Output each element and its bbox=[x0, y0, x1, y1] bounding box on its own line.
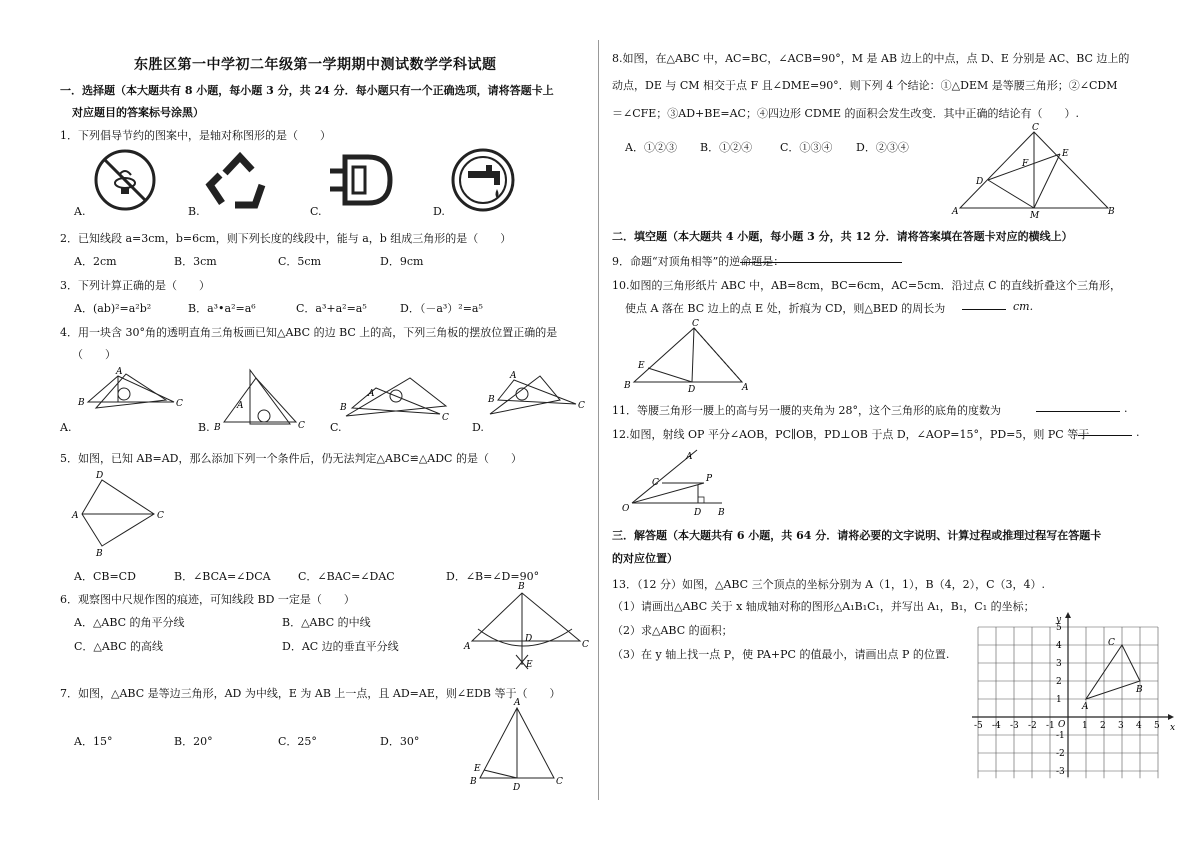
q4b-label-a: A bbox=[237, 401, 244, 411]
q8-option-c[interactable]: C．①③④ bbox=[780, 141, 833, 154]
q7-option-c[interactable]: C．25° bbox=[278, 735, 317, 748]
q11-period: . bbox=[1124, 402, 1128, 415]
q6-figure bbox=[462, 582, 592, 675]
section-1-heading-cont: 对应题目的答案标号涂黑） bbox=[72, 106, 204, 119]
q10-label-e: E bbox=[638, 361, 645, 371]
q6-option-b[interactable]: B．△ABC 的中线 bbox=[282, 616, 371, 629]
q10-label-b: B bbox=[624, 381, 631, 391]
q7-option-d[interactable]: D．30° bbox=[380, 735, 420, 748]
question-7: 7．如图，△ABC 是等边三角形，AD 为中线，E 为 AB 上一点，且 AD=AE，则∠EDB 等于（ ） bbox=[60, 687, 561, 700]
q1-option-c[interactable]: C. bbox=[310, 205, 322, 218]
no-waste-icon bbox=[96, 151, 154, 209]
x-axis-label: x bbox=[1170, 723, 1176, 733]
q8-label-a: A bbox=[952, 207, 959, 217]
plug-icon bbox=[330, 157, 390, 203]
q5-label-b: B bbox=[96, 549, 103, 559]
q8-figure bbox=[950, 122, 1120, 221]
x-tick-label: -4 bbox=[992, 721, 1001, 731]
q5-label-d: D bbox=[96, 471, 104, 481]
question-12: 12.如图，射线 OP 平分∠AOB，PC∥OB，PD⊥OB 于点 D，∠AOP=15°，PD=5，则 PC 等于 bbox=[612, 428, 1090, 441]
x-tick-label: -3 bbox=[1010, 721, 1019, 731]
q1-option-b[interactable]: B. bbox=[188, 205, 200, 218]
q7-option-a[interactable]: A．15° bbox=[74, 735, 113, 748]
q5-option-d[interactable]: D．∠B=∠D=90° bbox=[446, 570, 540, 583]
q4-option-c[interactable]: C. bbox=[330, 421, 342, 434]
q4-option-b[interactable]: B. bbox=[198, 421, 210, 434]
q12-label-d: D bbox=[694, 508, 702, 518]
q7-label-b: B bbox=[470, 777, 477, 787]
q4c-label-b: B bbox=[340, 403, 347, 413]
q3-option-c[interactable]: C．a³+a²=a⁵ bbox=[296, 302, 367, 315]
q10-label-c: C bbox=[692, 319, 699, 329]
axis-tick-labels bbox=[974, 623, 1160, 777]
x-tick-label: 1 bbox=[1082, 721, 1088, 731]
q12-label-c: C bbox=[652, 478, 659, 488]
question-10-line2: 使点 A 落在 BC 边上的点 E 处，折痕为 CD，则△BED 的周长为 bbox=[625, 302, 946, 315]
q8-option-d[interactable]: D．②③④ bbox=[856, 141, 909, 154]
q3-option-a[interactable]: A．(ab)²=a²b² bbox=[74, 302, 152, 315]
q8-label-d: D bbox=[976, 177, 984, 187]
x-tick-label: -1 bbox=[1046, 721, 1055, 731]
q2-option-c[interactable]: C．5cm bbox=[278, 255, 322, 268]
x-tick-label: 5 bbox=[1154, 721, 1160, 731]
q4b-label-c: C bbox=[298, 421, 305, 431]
x-axis bbox=[972, 714, 1174, 720]
x-tick-label: 4 bbox=[1136, 721, 1142, 731]
recycle-icon bbox=[210, 157, 262, 205]
q3-option-b[interactable]: B．a³•a²=a⁶ bbox=[188, 302, 256, 315]
section-3-heading-cont: 的对应位置） bbox=[612, 552, 678, 565]
q4d-label-c: C bbox=[578, 401, 585, 411]
q9-answer-blank[interactable] bbox=[740, 262, 902, 263]
q8-label-f: F bbox=[1022, 159, 1029, 169]
q6-label-b: B bbox=[518, 582, 525, 592]
q6-option-c[interactable]: C．△ABC 的高线 bbox=[74, 640, 164, 653]
question-3: 3．下列计算正确的是（ ） bbox=[60, 279, 210, 292]
question-1: 1．下列倡导节约的图案中，是轴对称图形的是（ ） bbox=[60, 129, 331, 142]
q12-label-b: B bbox=[718, 508, 725, 518]
q11-answer-blank[interactable] bbox=[1036, 411, 1120, 412]
y-tick-label: 4 bbox=[1056, 641, 1062, 651]
q5-label-c: C bbox=[157, 511, 164, 521]
section-1-heading: 一．选择题（本大题共有 8 小题，每小题 3 分，共 24 分．每小题只有一个正确选项，请将答题卡上 bbox=[60, 84, 554, 97]
q10-label-a: A bbox=[742, 383, 749, 393]
q7-label-a: A bbox=[514, 698, 521, 708]
q4a-label-b: B bbox=[78, 398, 85, 408]
q6-label-c: C bbox=[582, 640, 589, 650]
q12-label-o: O bbox=[622, 504, 630, 514]
q12-label-p: P bbox=[706, 474, 713, 484]
q12-figure bbox=[622, 445, 762, 518]
q13-label-c: C bbox=[1108, 638, 1115, 648]
question-4-cont: （ ） bbox=[72, 348, 116, 361]
q7-label-d: D bbox=[513, 783, 521, 793]
q10-label-d: D bbox=[688, 385, 696, 395]
q3-option-d[interactable]: D．（－a³）²=a⁵ bbox=[400, 302, 483, 315]
column-divider bbox=[598, 40, 599, 800]
q8-option-b[interactable]: B．①②④ bbox=[700, 141, 753, 154]
question-13-part1: （1）请画出△ABC 关于 x 轴成轴对称的图形△A₁B₁C₁，并写出 A₁，B₁，C₁ 的坐标； bbox=[612, 600, 1035, 613]
q8-option-a[interactable]: A．①②③ bbox=[625, 141, 677, 154]
q4b-label-b: B bbox=[214, 423, 221, 433]
q12-label-a: A bbox=[686, 452, 693, 462]
q5-option-c[interactable]: C．∠BAC=∠DAC bbox=[298, 570, 395, 583]
q13-coordinate-grid bbox=[972, 612, 1182, 782]
q12-answer-blank[interactable] bbox=[1078, 435, 1132, 436]
q1-option-a[interactable]: A. bbox=[74, 205, 86, 218]
q4c-label-a: A bbox=[368, 389, 375, 399]
section-2-heading: 二．填空题（本大题共 4 小题，每小题 3 分，共 12 分．请将答案填在答题卡对应的横线上） bbox=[612, 230, 1073, 243]
q4-option-a[interactable]: A. bbox=[60, 421, 72, 434]
origin-label: O bbox=[1058, 720, 1066, 730]
page-title: 东胜区第一中学初二年级第一学期期中测试数学学科试题 bbox=[134, 57, 497, 73]
y-tick-label: 1 bbox=[1056, 695, 1062, 705]
q10-answer-blank[interactable] bbox=[962, 309, 1006, 310]
q7-option-b[interactable]: B．20° bbox=[174, 735, 213, 748]
x-tick-label: -5 bbox=[974, 721, 983, 731]
section-3-heading: 三．解答题（本大题共有 6 小题，共 64 分．请将必要的文字说明、计算过程或推理过程写在答题卡 bbox=[612, 529, 1102, 542]
q4-option-d[interactable]: D. bbox=[472, 421, 484, 434]
question-13-part2: （2）求△ABC 的面积； bbox=[612, 624, 733, 637]
y-tick-label: -2 bbox=[1056, 749, 1065, 759]
q2-option-b[interactable]: B．3cm bbox=[174, 255, 217, 268]
y-tick-label: -1 bbox=[1056, 731, 1065, 741]
q10-figure bbox=[622, 320, 772, 395]
y-tick-label: 2 bbox=[1056, 677, 1062, 687]
q12-period: . bbox=[1136, 426, 1140, 439]
question-8-line2: 动点，DE 与 CM 相交于点 F 且∠DME=90°．则下列 4 个结论：①△DEM 是等腰三角形；②∠CDM bbox=[612, 79, 1118, 92]
q7-figure bbox=[462, 700, 572, 795]
q13-label-b: B bbox=[1136, 685, 1143, 695]
y-tick-label: 5 bbox=[1056, 623, 1062, 633]
q8-label-m: M bbox=[1030, 211, 1040, 221]
faucet-icon bbox=[453, 150, 513, 210]
q7-label-e: E bbox=[474, 764, 481, 774]
q8-label-e: E bbox=[1062, 149, 1069, 159]
question-8-line3: ＝∠CFE；③AD+BE=AC；④四边形 CDME 的面积会发生改变．其中正确的结论有（ ）. bbox=[612, 107, 1079, 120]
q13-label-a: A bbox=[1082, 702, 1089, 712]
y-tick-label: 3 bbox=[1056, 659, 1062, 669]
x-tick-label: -2 bbox=[1028, 721, 1037, 731]
q6-option-d[interactable]: D．AC 边的垂直平分线 bbox=[282, 640, 399, 653]
q6-label-d: D bbox=[525, 634, 533, 644]
question-6: 6．观察图中尺规作图的痕迹，可知线段 BD 一定是（ ） bbox=[60, 593, 355, 606]
question-11: 11．等腰三角形一腰上的高与另一腰的夹角为 28°，这个三角形的底角的度数为 bbox=[612, 404, 1001, 417]
question-10-line1: 10.如图的三角形纸片 ABC 中，AB=8cm，BC=6cm，AC=5cm．沿过点 C 的直线折叠这个三角形， bbox=[612, 279, 1122, 292]
q5-option-a[interactable]: A．CB=CD bbox=[74, 570, 136, 583]
question-4: 4．用一块含 30°角的透明直角三角板画已知△ABC 的边 BC 上的高，下列三角板的摆放位置正确的是 bbox=[60, 326, 558, 339]
y-axis bbox=[1065, 612, 1071, 777]
question-8-line1: 8.如图，在△ABC 中，AC=BC，∠ACB=90°，M 是 AB 边上的中点，点 D、E 分别是 AC、BC 边上的 bbox=[612, 52, 1130, 65]
x-tick-label: 3 bbox=[1118, 721, 1124, 731]
q8-label-b: B bbox=[1108, 207, 1115, 217]
question-9: 9．命题“对顶角相等”的逆命题是： bbox=[612, 255, 785, 268]
q4a-label-a: A bbox=[116, 367, 123, 377]
q5-label-a: A bbox=[72, 511, 79, 521]
q5-figure bbox=[70, 470, 190, 559]
q1-figure-icons bbox=[0, 145, 600, 225]
q1-option-d[interactable]: D. bbox=[433, 205, 445, 218]
q5-option-b[interactable]: B．∠BCA=∠DCA bbox=[174, 570, 271, 583]
q2-option-a[interactable]: A．2cm bbox=[74, 255, 117, 268]
q8-label-c: C bbox=[1032, 123, 1039, 133]
y-tick-label: -3 bbox=[1056, 767, 1065, 777]
question-5: 5．如图，已知 AB=AD，那么添加下列一个条件后，仍无法判定△ABC≌△ADC 的是（ ） bbox=[60, 452, 522, 465]
question-13: 13．（12 分）如图，△ABC 三个顶点的坐标分别为 A（1，1），B（4，2），C（3，4）. bbox=[612, 578, 1046, 591]
q6-label-a: A bbox=[464, 642, 471, 652]
q4d-label-b: B bbox=[488, 395, 495, 405]
question-2: 2．已知线段 a=3cm，b=6cm，则下列长度的线段中，能与 a，b 组成三角形的是（ ） bbox=[60, 232, 512, 245]
y-axis-label: y bbox=[1056, 615, 1062, 625]
q6-option-a[interactable]: A．△ABC 的角平分线 bbox=[74, 616, 185, 629]
question-13-part3: （3）在 y 轴上找一点 P，使 PA+PC 的值最小，请画出点 P 的位置. bbox=[612, 648, 950, 661]
q4-figures bbox=[0, 367, 600, 440]
q4c-label-c: C bbox=[442, 413, 449, 423]
x-tick-label: 2 bbox=[1100, 721, 1106, 731]
q2-option-d[interactable]: D．9cm bbox=[380, 255, 424, 268]
q4a-label-c: C bbox=[176, 399, 183, 409]
q6-label-e: E bbox=[526, 660, 533, 670]
q4d-label-a: A bbox=[510, 371, 517, 381]
q10-unit: cm. bbox=[1013, 300, 1034, 313]
q7-label-c: C bbox=[556, 777, 563, 787]
